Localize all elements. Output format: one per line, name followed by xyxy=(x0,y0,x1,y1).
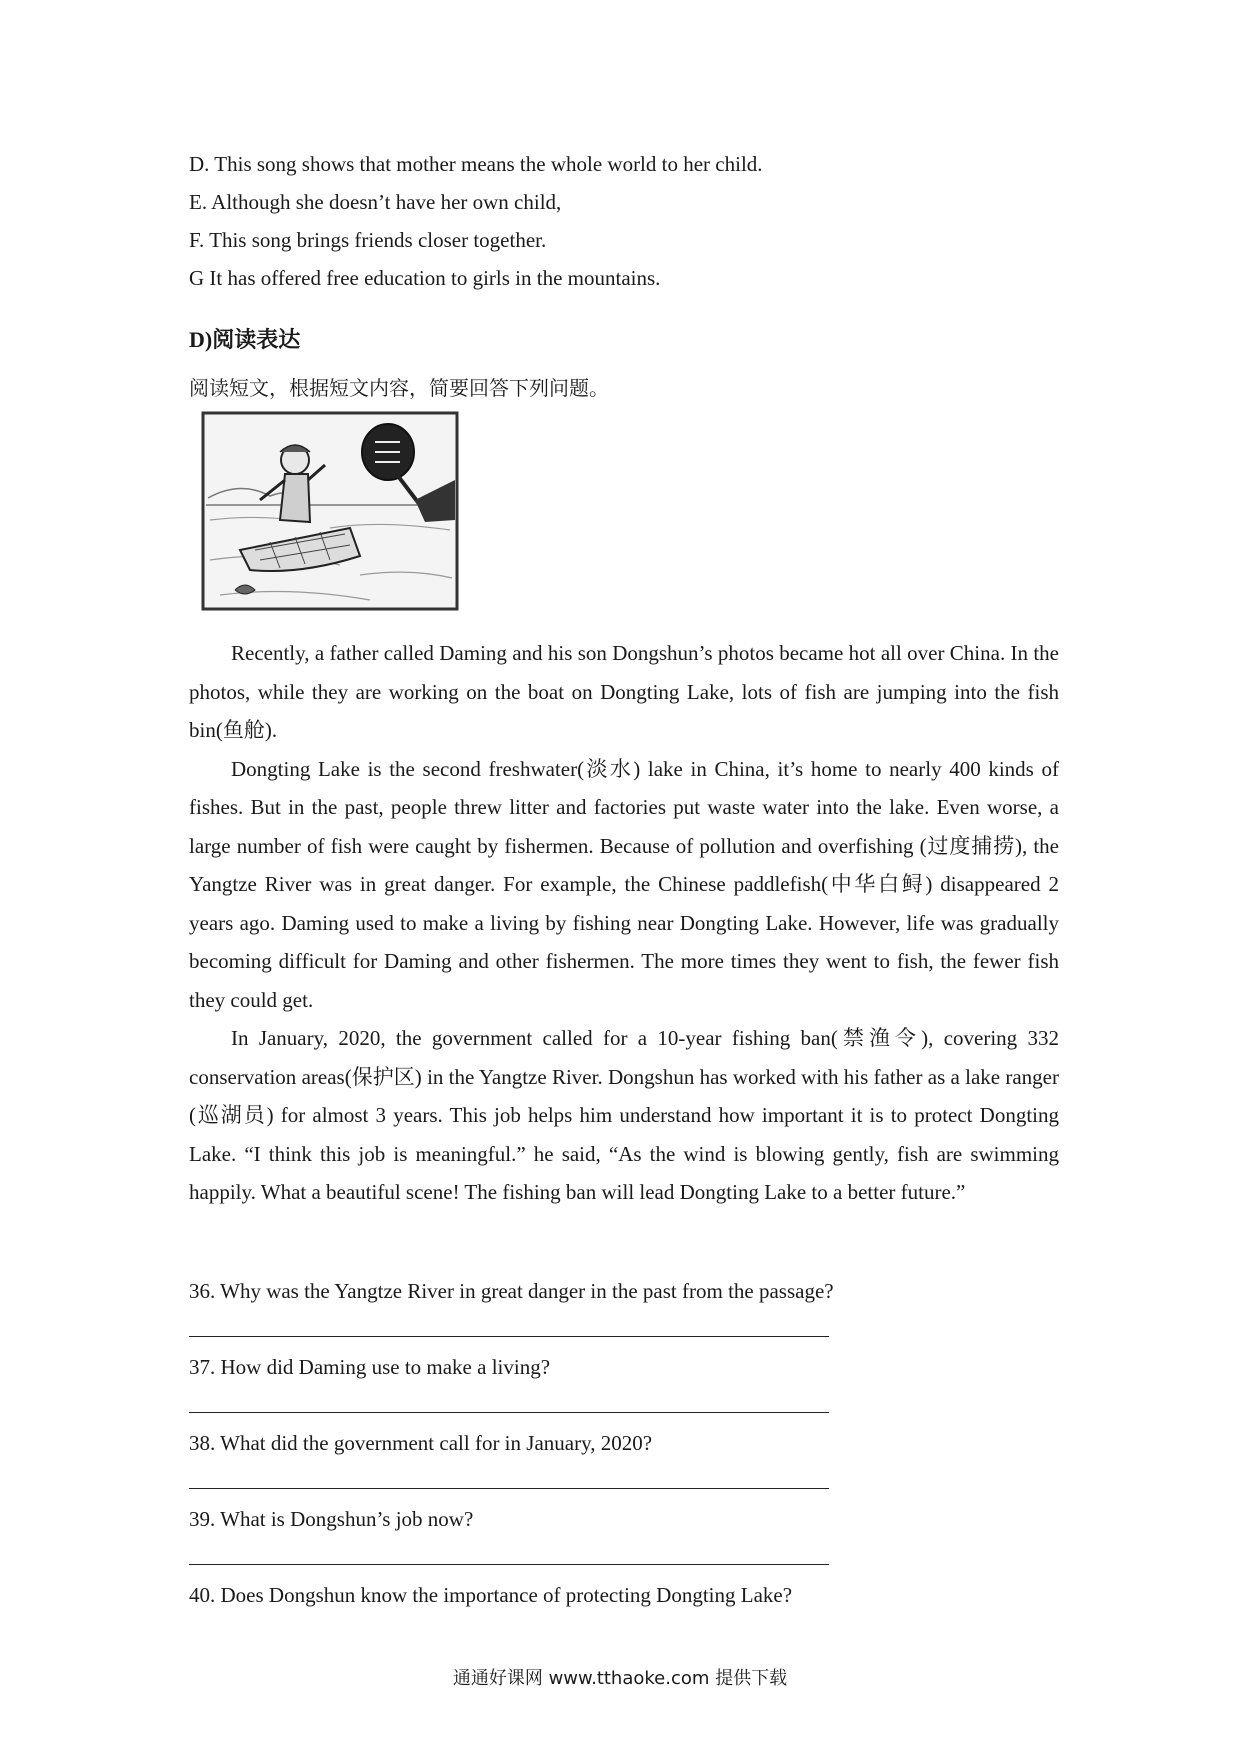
option-e: E. Although she doesn’t have her own child, xyxy=(189,190,562,214)
page-footer: 通通好课网 www.tthaoke.com 提供下载 xyxy=(452,1668,788,1689)
question-38: 38. What did the government call for in January, 2020? xyxy=(189,1431,653,1455)
question-37: 37. How did Daming use to make a living? xyxy=(189,1355,551,1379)
question-36: 36. Why was the Yangtze River in great danger in the past from the passage? xyxy=(189,1279,834,1303)
option-g: G It has offered free education to girls in the mountains. xyxy=(189,266,661,290)
fisherman-cartoon-image xyxy=(200,410,462,618)
passage-paragraph: Recently, a father called Daming and his son Dongshun’s photos became hot all over China. In the photos, while they are working on the boat on Dongting Lake, lots of fish are jumping into the fish bin(鱼舱). xyxy=(189,641,1059,742)
answer-line-36[interactable] xyxy=(189,1336,829,1337)
answer-line-39[interactable] xyxy=(189,1564,829,1565)
passage-paragraph: In January, 2020, the government called for a 10-year fishing ban(禁渔令), covering 332 conservation areas(保护区) in the Yangtze River. Dongshun has worked with his father as a lake ranger (巡湖员) for almost 3 years. This job helps him understand how important it is to protect Dongting Lake. “I think this job is meaningful.” he said, “As the wind is blowing gently, fish are swimming happily. What a beautiful scene! The fishing ban will lead Dongting Lake to a better future.” xyxy=(189,1026,1059,1204)
reading-passage xyxy=(189,634,1059,1212)
question-39: 39. What is Dongshun’s job now? xyxy=(189,1507,474,1531)
section-instruction: 阅读短文，根据短文内容，简要回答下列问题。 xyxy=(189,376,609,400)
answer-line-37[interactable] xyxy=(189,1412,829,1413)
passage-paragraph: Dongting Lake is the second freshwater(淡水) lake in China, it’s home to nearly 400 kinds of fishes. But in the past, people threw litter and factories put waste water into the lake. Even worse, a large number of fish were caught by fishermen. Because of pollution and overfishing (过度捕捞), the Yangtze River was in great danger. For example, the Chinese paddlefish(中华白鲟) disappeared 2 years ago. Daming used to make a living by fishing near Dongting Lake. However, life was gradually becoming difficult for Daming and other fishermen. The more times they went to fish, the fewer fish they could get. xyxy=(189,756,1059,1012)
question-40: 40. Does Dongshun know the importance of protecting Dongting Lake? xyxy=(189,1583,793,1607)
answer-line-38[interactable] xyxy=(189,1488,829,1489)
option-f: F. This song brings friends closer together. xyxy=(189,228,547,252)
option-d: D. This song shows that mother means the whole world to her child. xyxy=(189,152,763,176)
section-heading: D)阅读表达 xyxy=(189,327,301,352)
